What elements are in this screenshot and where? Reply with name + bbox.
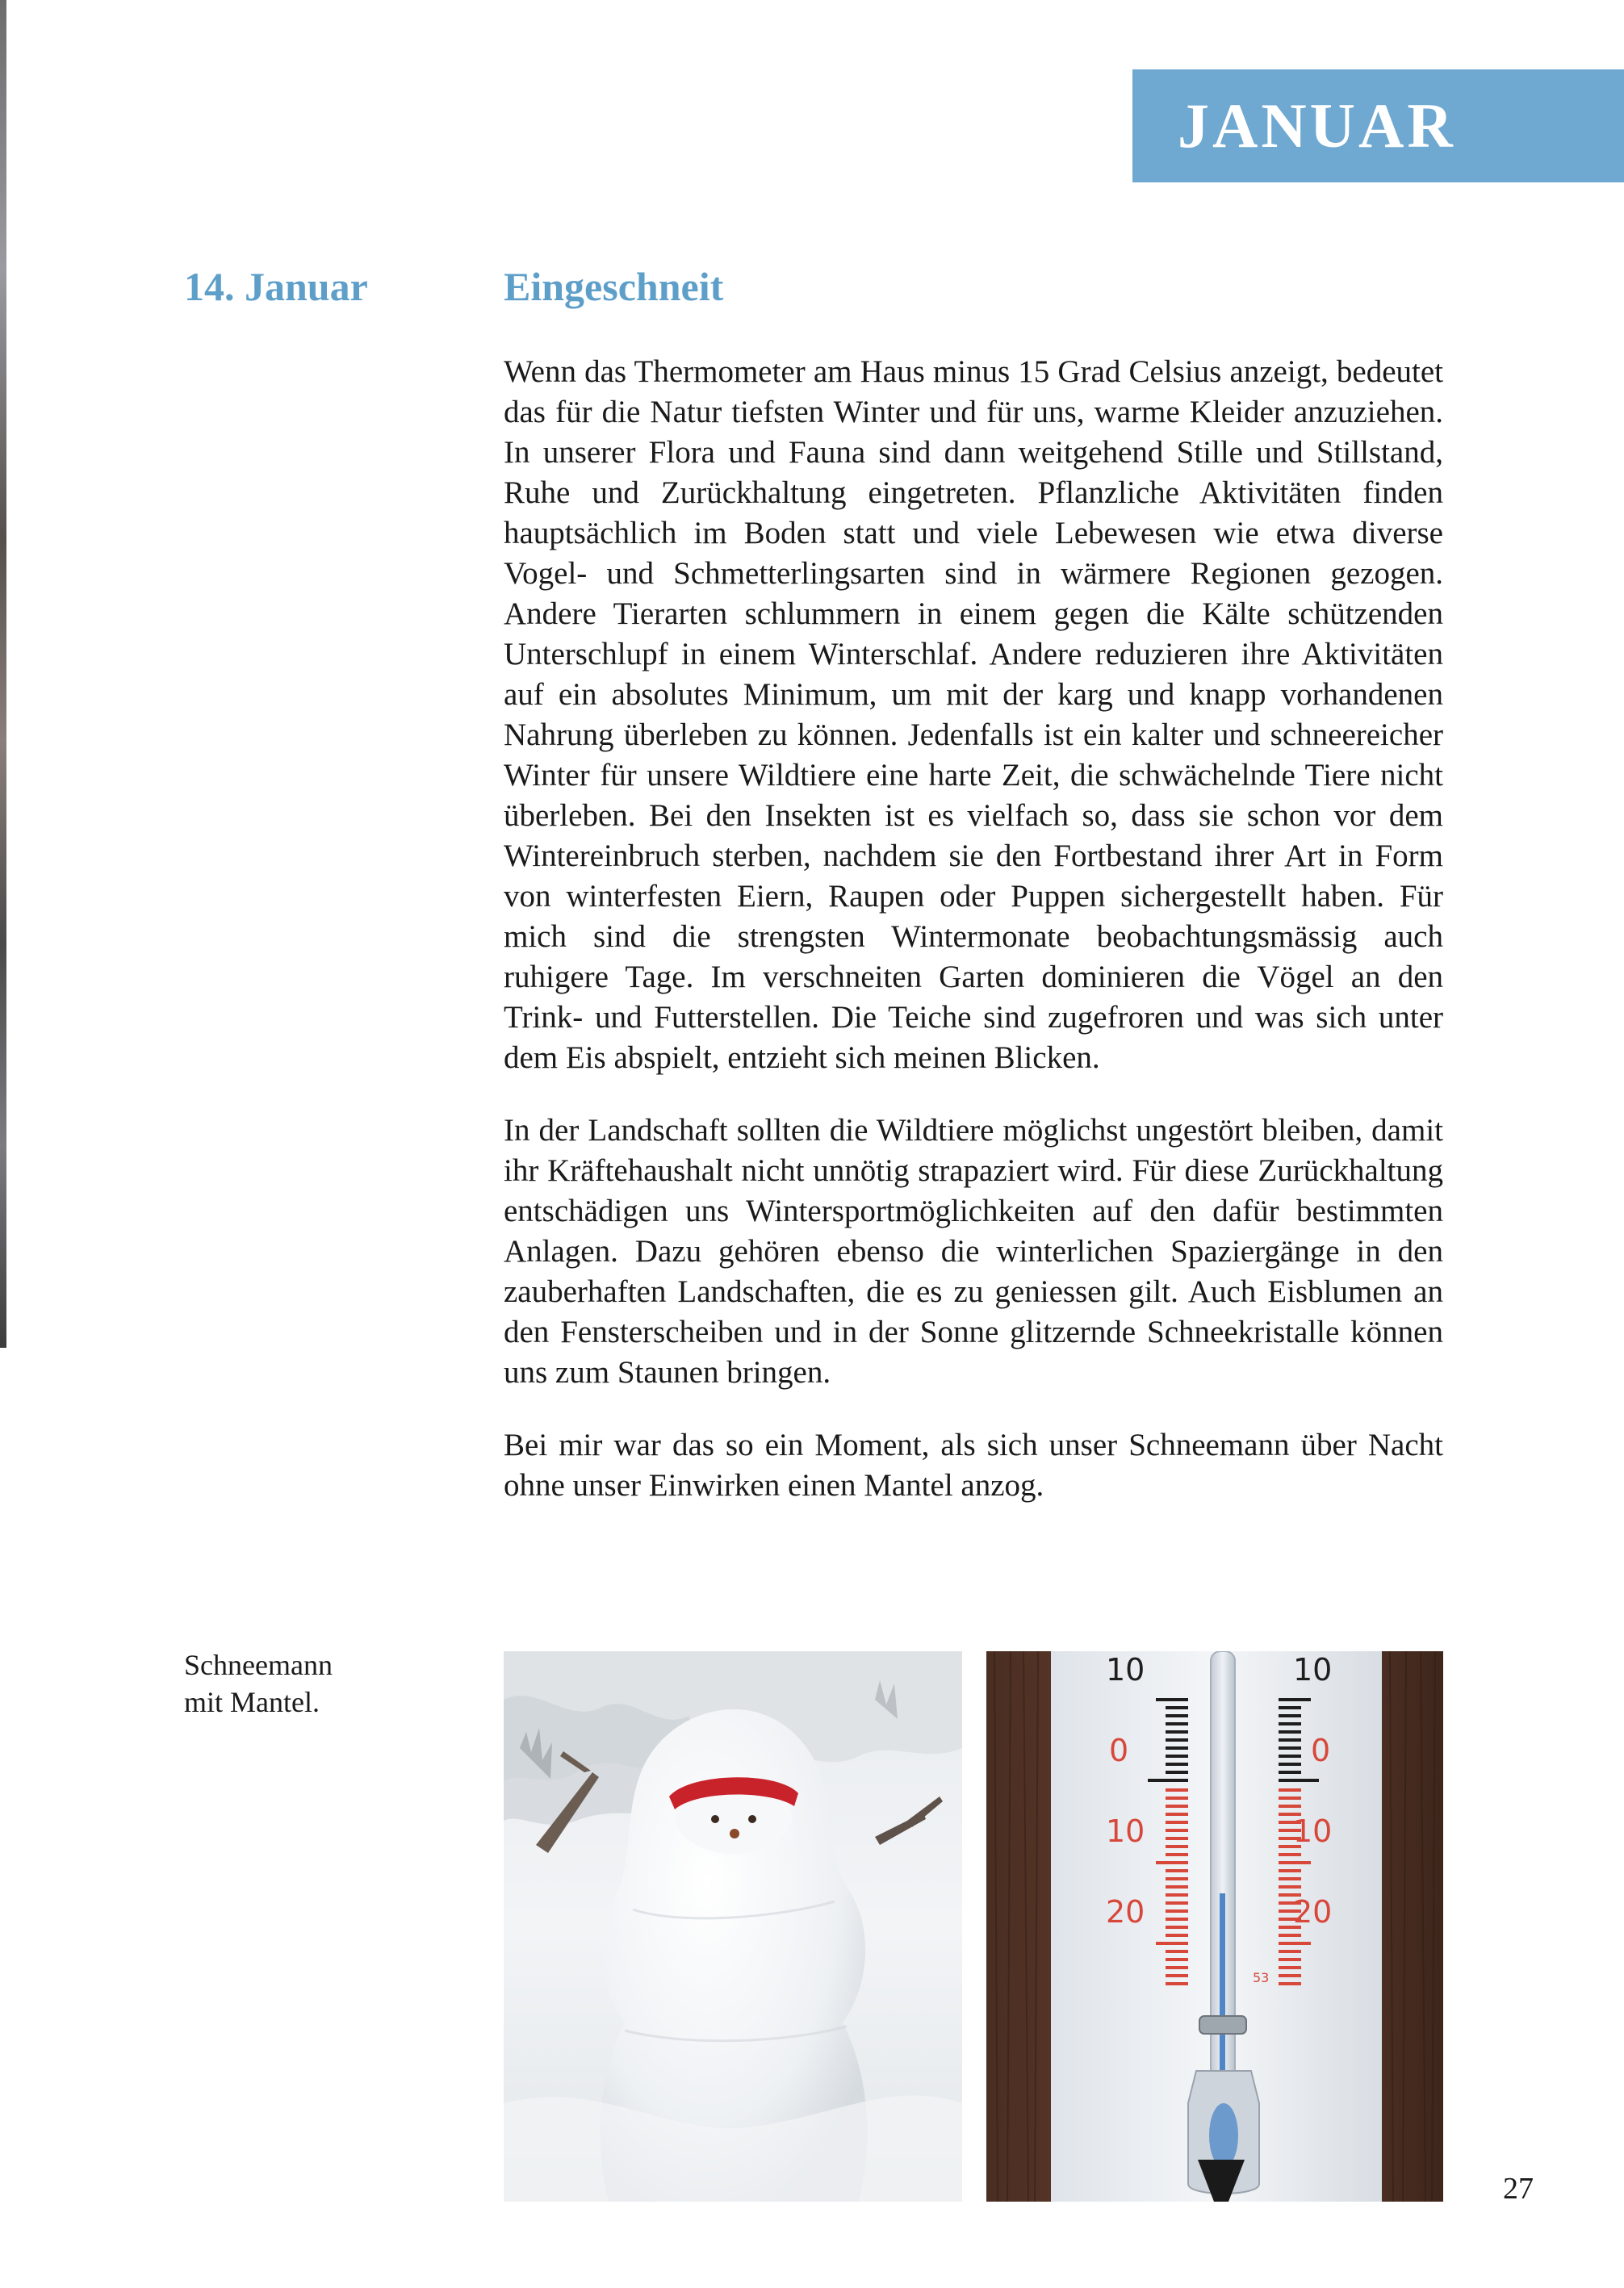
caption-line-2: mit Mantel. (184, 1686, 320, 1718)
thermometer-illustration (986, 1651, 1443, 2202)
scale-left-0: 0 (1109, 1733, 1129, 1768)
scale-right-0: 0 (1311, 1733, 1331, 1768)
entry-title: Eingeschneit (504, 264, 724, 309)
thermometer-photo (986, 1651, 1443, 2202)
scale-small-mark: 53 (1253, 1970, 1270, 1985)
entry-body (504, 352, 1443, 1538)
photo-caption (184, 1646, 378, 1721)
scale-right-10-lower: 10 (1293, 1813, 1333, 1849)
snowman-photo (504, 1651, 962, 2202)
left-photo-bleed (0, 0, 6, 1348)
scale-left-10-lower: 10 (1106, 1813, 1145, 1849)
scale-right-20: 20 (1293, 1894, 1333, 1930)
month-label: JANUAR (1178, 90, 1456, 161)
month-tab (1132, 69, 1624, 182)
scale-left-20: 20 (1106, 1894, 1145, 1930)
page-number: 27 (1503, 2172, 1534, 2206)
scale-right-10-upper: 10 (1293, 1652, 1333, 1688)
caption-line-1: Schneemann (184, 1649, 333, 1681)
body-paragraph-2: In der Landschaft sollten die Wildtiere möglichst ungestört bleiben, damit ihr Kräftehaushalt nicht unnötig strapaziert wird. Für diese Zurückhaltung entschädigen uns Wintersportmöglichkeiten auf den dafür bestimmten Anlagen. Dazu gehören ebenso die winterlichen Spaziergänge in den zauberhaften Landschaften, die es zu geniessen gilt. Auch Eisblumen an den Fensterscheiben und in der Sonne glitzernde Schneekristalle können uns zum Staunen bringen. (504, 1113, 1443, 1390)
entry-date: 14. Januar (184, 264, 368, 309)
body-paragraph-3: Bei mir war das so ein Moment, als sich unser Schneemann über Nacht ohne unser Einwirken einen Mantel anzog. (504, 1428, 1443, 1503)
snowman-illustration (504, 1651, 962, 2202)
scale-left-10-upper: 10 (1106, 1652, 1145, 1688)
body-paragraph-1: Wenn das Thermometer am Haus minus 15 Grad Celsius anzeigt, bedeutet das für die Natur tiefsten Winter und für uns, warme Kleider anzuziehen. In unserer Flora und Fauna sind dann weitgehend Stille und Stillstand, Ruhe und Zurückhaltung eingetreten. Pflanzliche Aktivitäten finden hauptsächlich im Boden statt und viele Lebewesen wie etwa diverse Vogel- und Schmetterlingsarten sind in wärmere Regionen gezogen. Andere Tierarten schlummern in einem gegen die Kälte schützenden Unterschlupf in einem Winterschlaf. Andere reduzieren ihre Aktivitäten auf ein absolutes Minimum, um mit der karg und knapp vorhandenen Nahrung überleben zu können. Jedenfalls ist ein kalter und schneereicher Winter für unsere Wildtiere eine harte Zeit, die schwächelnde Tiere nicht überleben. Bei den Insekten ist es vielfach so, dass sie schon vor dem Wintereinbruch sterben, nachdem sie den Fortbestand ihrer Art in Form von winterfesten Eiern, Raupen oder Puppen sichergestellt haben. Für mich sind die strengsten Wintermonate beobachtungsmässig auch ruhigere Tage. Im verschneiten Garten dominieren die Vögel an den Trink- und Futterstellen. Die Teiche sind zugefroren und was sich unter dem Eis abspielt, entzieht sich meinen Blicken. (504, 354, 1443, 1075)
